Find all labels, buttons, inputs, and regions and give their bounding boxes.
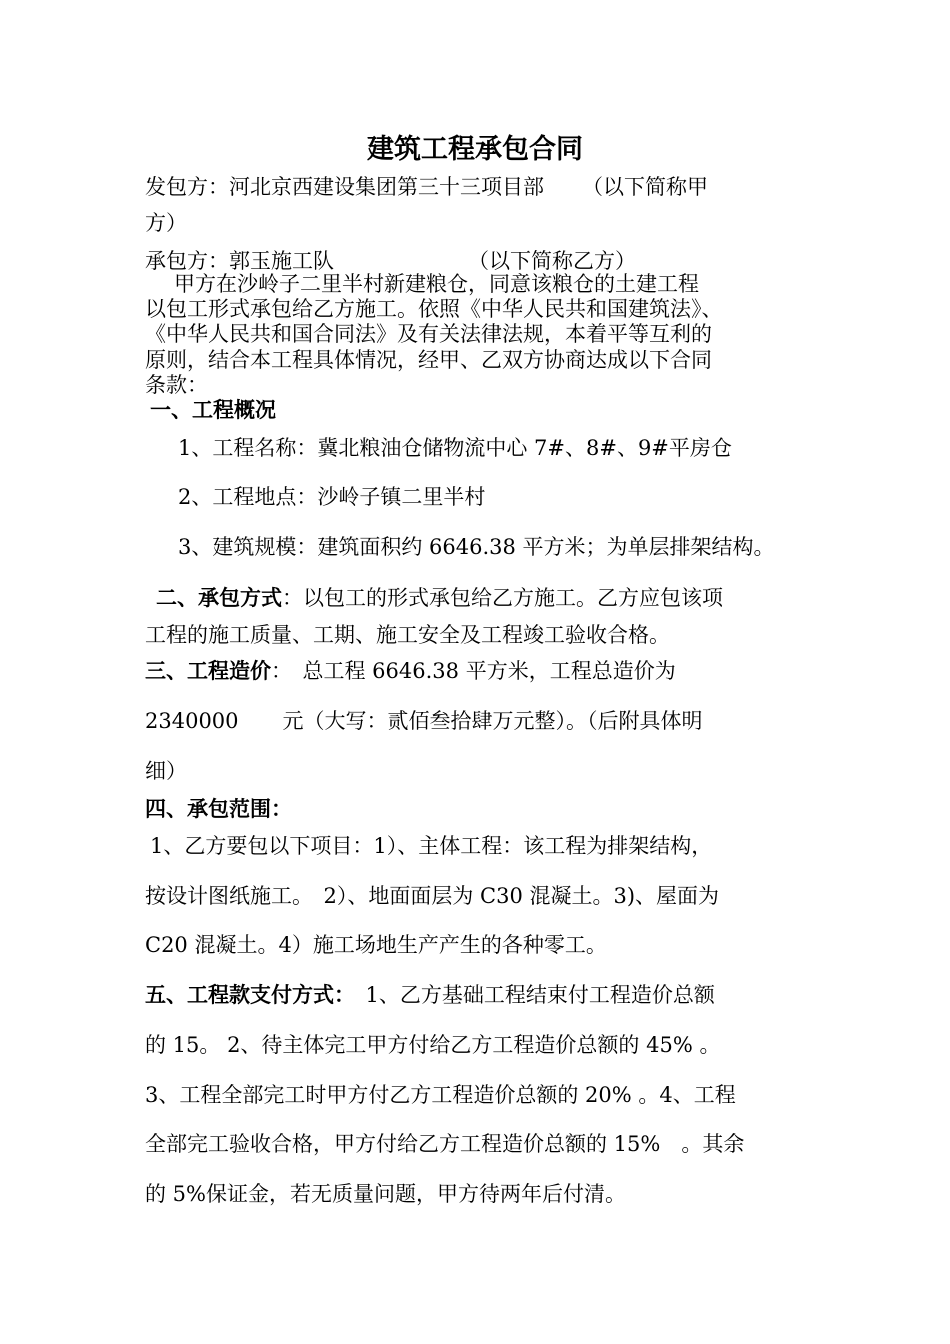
party-a-line (145, 175, 708, 199)
section-5-text: 1、乙方基础工程结束付工程造价总额 (344, 983, 715, 1007)
section-5-line-2: 的 15。 2、待主体完工甲方付给乙方工程造价总额的 45% 。 (145, 1033, 721, 1057)
section-2-text: ：以包工的形式承包给乙方施工。乙方应包该项 (282, 586, 723, 610)
preamble-line-2: 以包工形式承包给乙方施工。依照《中华人民共和国建筑法》、 (145, 297, 723, 321)
section-5-line-1 (145, 983, 715, 1007)
party-b-line (145, 249, 636, 273)
preamble-line-4: 原则，结合本工程具体情况，经甲、乙双方协商达成以下合同 (145, 348, 712, 372)
party-a-name: 发包方：河北京西建设集团第三十三项目部 (145, 175, 544, 199)
section-2-line-2: 工程的施工质量、工期、施工安全及工程竣工验收合格。 (145, 623, 670, 647)
section-3-line-2 (145, 709, 703, 733)
party-b-name: 承包方：郭玉施工队 (145, 249, 334, 273)
section-5-line-4: 全部完工验收合格，甲方付给乙方工程造价总额的 15% 。其余 (145, 1132, 745, 1156)
section-2-heading: 二、承包方式 (156, 586, 282, 610)
preamble-line-3: 《中华人民共和国合同法》及有关法律法规，本着平等互利的 (145, 322, 712, 346)
section-5-line-3: 3、工程全部完工时甲方付乙方工程造价总额的 20% 。4、工程 (145, 1083, 736, 1107)
section-1-item-1: 1、工程名称：冀北粮油仓储物流中心 7#、8#、9#平房仓 (178, 436, 732, 460)
party-a-alias: （以下简称甲 (582, 175, 708, 199)
section-3-text: ： 总工程 6646.38 平方米，工程总造价为 (271, 659, 676, 683)
section-3-heading: 三、工程造价 (145, 659, 271, 683)
section-2-line-1 (156, 586, 723, 610)
preamble-line-1: 甲方在沙岭子二里半村新建粮仓，同意该粮仓的土建工程 (174, 272, 699, 296)
party-a-line-2: 方） (145, 211, 187, 235)
section-4-line-1: 1、乙方要包以下项目：1）、主体工程：该工程为排架结构， (150, 834, 713, 858)
section-1-heading: 一、工程概况 (150, 398, 276, 422)
section-5-line-5: 的 5%保证金，若无质量问题，甲方待两年后付清。 (145, 1182, 626, 1206)
section-3-amount-words: 元（大写：贰佰叁拾肆万元整）。（后附具体明 (282, 709, 703, 733)
document-title: 建筑工程承包合同 (367, 134, 583, 165)
section-4-heading: 四、承包范围： (145, 797, 292, 821)
section-1-item-2: 2、工程地点：沙岭子镇二里半村 (178, 485, 486, 509)
party-b-alias: （以下简称乙方） (468, 249, 636, 273)
section-1-item-3: 3、建筑规模：建筑面积约 6646.38 平方米；为单层排架结构。 (178, 535, 775, 559)
preamble-line-5: 条款： (145, 373, 208, 397)
contract-amount: 2340000 (145, 709, 239, 733)
section-5-heading: 五、工程款支付方式： (145, 983, 345, 1007)
section-4-line-2: 按设计图纸施工。 2）、地面面层为 C30 混凝土。3)、屋面为 (145, 884, 720, 908)
section-4-line-3: C20 混凝土。4）施工场地生产产生的各种零工。 (145, 933, 607, 957)
section-3-line-3: 细） (145, 759, 187, 783)
section-3-line-1 (145, 659, 676, 683)
